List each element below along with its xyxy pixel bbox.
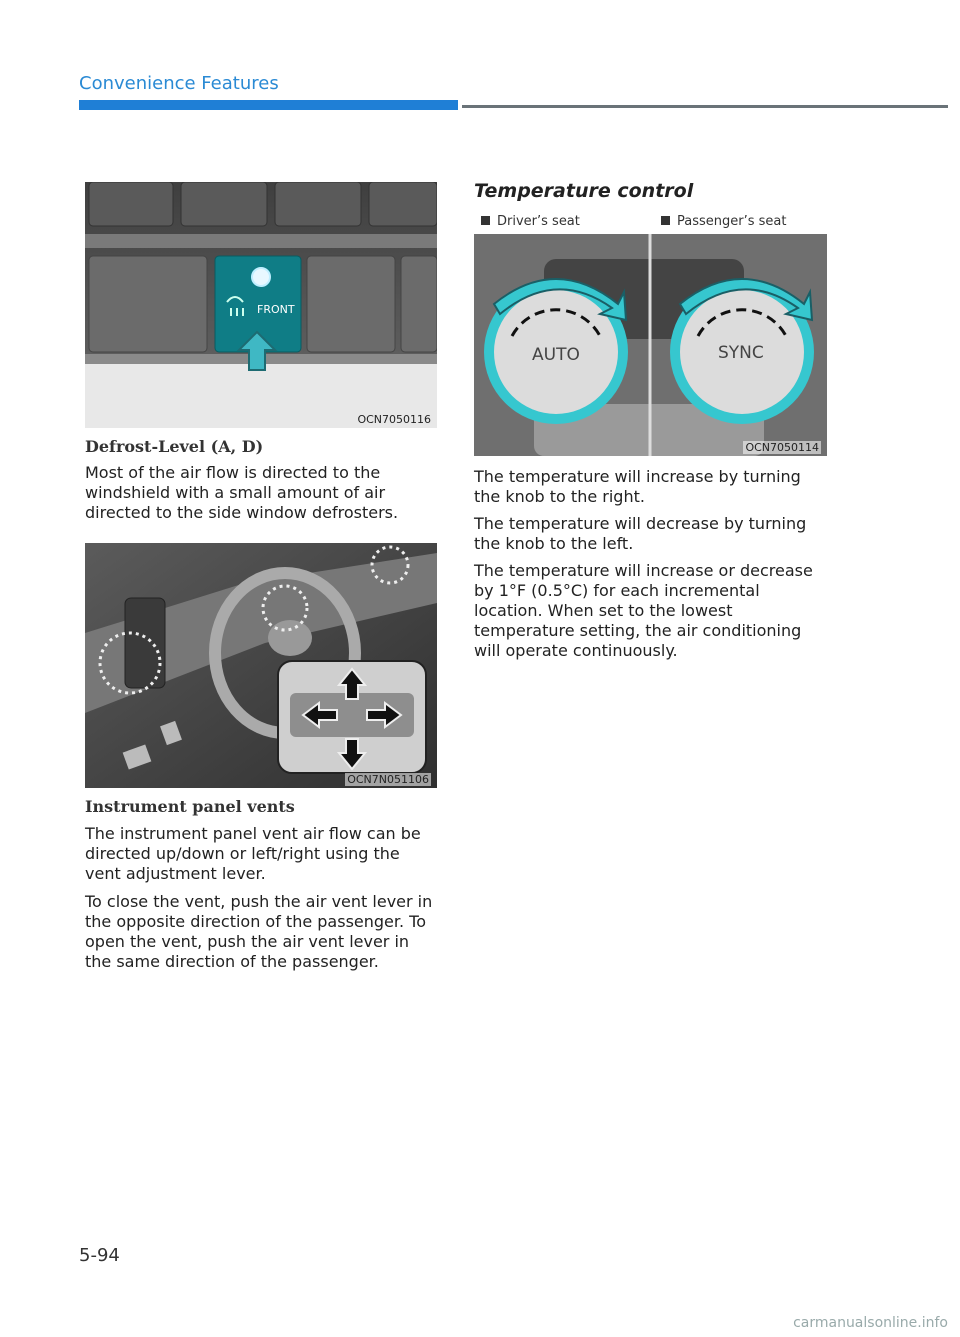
temperature-illustration bbox=[474, 234, 827, 456]
vents-illustration bbox=[85, 543, 437, 788]
vents-text-1: The instrument panel vent air flow can be directed up/down or left/right using the vent adjustment lever. bbox=[85, 824, 421, 883]
defrost-illustration bbox=[85, 182, 437, 428]
temperature-figure bbox=[474, 234, 827, 456]
temperature-text-3: The temperature will increase or decrease by 1°F (0.5°C) for each incremental location. When set to the lowest temperature setting, the air conditioning will operate continuously. bbox=[474, 561, 813, 660]
temperature-control-title: Temperature control bbox=[474, 180, 694, 202]
header-accent-bar bbox=[79, 100, 458, 110]
defrost-button-label: FRONT bbox=[257, 303, 295, 316]
sync-label: SYNC bbox=[718, 343, 764, 363]
header-rule bbox=[462, 105, 948, 108]
section-header-title: Convenience Features bbox=[79, 73, 279, 94]
auto-label: AUTO bbox=[532, 345, 580, 365]
defrost-text: Most of the air flow is directed to the windshield with a small amount of air directed to the side window defrosters. bbox=[85, 463, 399, 522]
watermark: carmanualsonline.info bbox=[793, 1315, 948, 1331]
vents-figure bbox=[85, 543, 437, 788]
vents-heading: Instrument panel vents bbox=[85, 797, 295, 816]
vents-text-2: To close the vent, push the air vent lever in the opposite direction of the passenger. To open the vent, push the air vent lever in the same direction of the passenger. bbox=[85, 892, 433, 971]
temperature-text-2: The temperature will decrease by turning the knob to the left. bbox=[474, 514, 807, 553]
figure-code: OCN7N051106 bbox=[347, 773, 429, 786]
defrost-figure bbox=[85, 182, 437, 428]
figure-code: OCN7050114 bbox=[745, 441, 819, 454]
passenger-seat-label: Passenger’s seat bbox=[661, 214, 786, 229]
driver-seat-label: Driver’s seat bbox=[481, 214, 580, 229]
temperature-text-1: The temperature will increase by turning the knob to the right. bbox=[474, 467, 801, 506]
page-number: 5-94 bbox=[79, 1245, 120, 1266]
figure-code: OCN7050116 bbox=[357, 413, 431, 426]
defrost-heading: Defrost-Level (A, D) bbox=[85, 437, 264, 456]
